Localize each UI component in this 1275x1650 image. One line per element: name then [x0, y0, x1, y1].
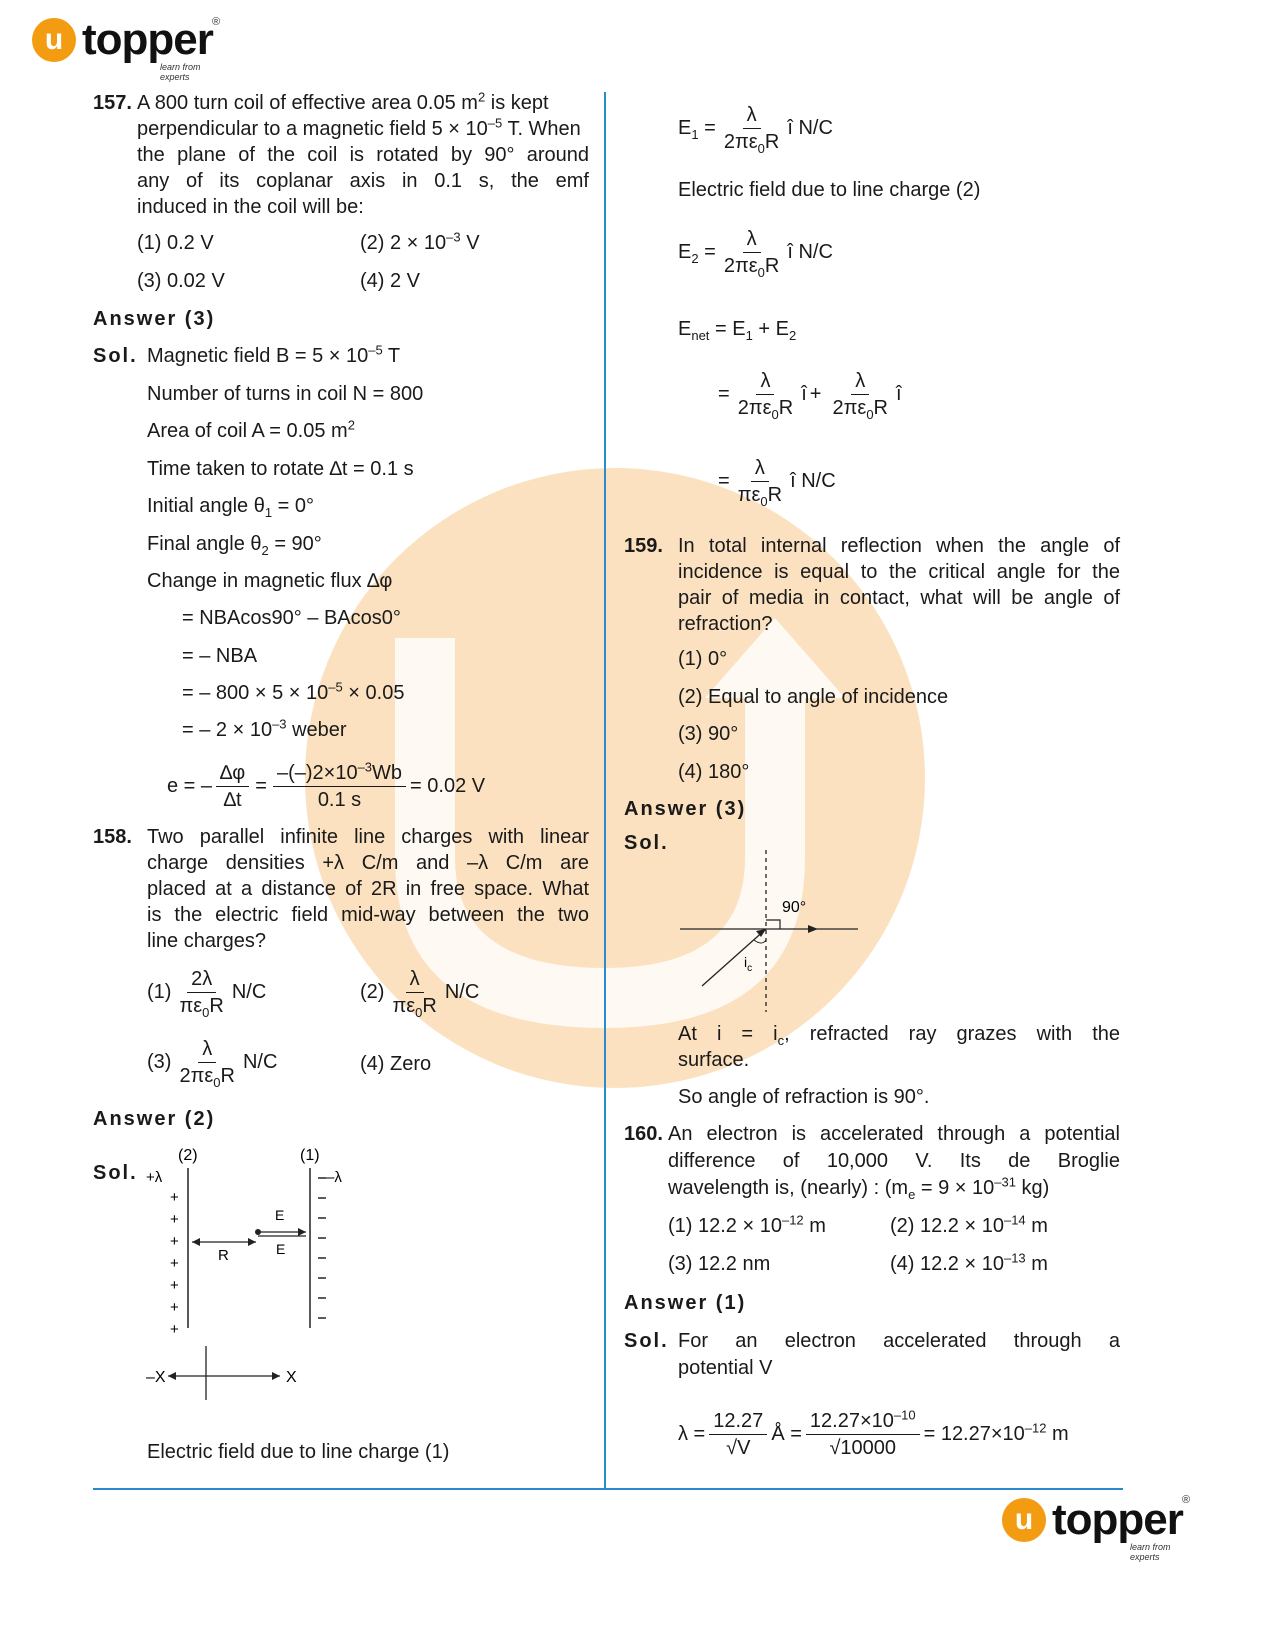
q159-sol-text: At $i = i_c$, refracted ray grazes with the surface.	[678, 1023, 1120, 1071]
svg-text:+: +	[170, 1277, 179, 1294]
q159-sol-label: Sol.	[624, 832, 669, 854]
emf-fraction-2: $\frac{-(-)2\times 10^{-3}Wb}{0.1 s}$	[273, 762, 406, 811]
q157-line1: A 800 turn coil of effective area 0.05 $m^2$ is kept	[137, 89, 549, 114]
label-r: R	[218, 1247, 229, 1264]
footer-logo[interactable]	[1002, 1494, 1191, 1562]
q157-sol-line8: = NBAcos90° – BAcos0°	[182, 607, 401, 629]
minus-signs	[318, 1178, 326, 1318]
footer-brand-tagline: learn from experts	[1130, 1542, 1171, 1562]
line-charge-2-text: Electric field due to line charge (2)	[678, 179, 981, 201]
q157-sol-line3: Area of coil A = 0.05 $m^2$	[147, 417, 355, 442]
q158-option-2[interactable]: (2) $\frac{\lambda}{\pi\varepsilon_0R}$ N/C	[360, 968, 480, 1020]
q158-option-4[interactable]: (4) Zero	[360, 1053, 432, 1075]
label-pos-x: X	[286, 1369, 297, 1386]
eq-sum: = $\frac{\lambda}{2\pi\varepsilon_0R}$ î + $\frac{\lambda}{2\pi\varepsilon_0R}$ î	[718, 370, 902, 422]
eq-enet: $E_{net} = E_1 + E_2$	[678, 318, 797, 343]
q160-option-3[interactable]: (3) 12.2 nm	[668, 1253, 771, 1275]
q159-option-4[interactable]: (4) 180°	[678, 761, 750, 783]
q157-sol-line2: Number of turns in coil N = 800	[147, 383, 424, 405]
q160-question: An electron is accelerated through a potential difference of 10,000 V. Its de Broglie wavelength is, (nearly) : ($m_e = 9 \times 10^{-31}$ kg)	[668, 1123, 1120, 1202]
label-e2: E	[276, 1241, 286, 1257]
q158-option-3[interactable]: (3) $\frac{\lambda}{2\pi\varepsilon_0R}$ N/C	[147, 1038, 278, 1090]
q157-sol-line1: Magnetic field $B = 5 \times 10^{-5}$ T	[147, 342, 401, 367]
q157-line3: the plane of the coil is rotated by 90° around	[137, 144, 589, 166]
q157-sol-line9: = – NBA	[182, 645, 258, 667]
q159-option-3[interactable]: (3) 90°	[678, 723, 739, 745]
topper-footer-logo-icon: u	[1002, 1498, 1046, 1542]
q158-question: Two parallel infinite line charges with linear charge densities +λ C/m and –λ C/m are placed at a distance of 2R in free space. What is the electric field mid-way between the two line charges?	[147, 826, 589, 952]
q157-sol-line5: Initial angle $\theta_1 = 0^\circ$	[147, 495, 315, 520]
q158-option-1[interactable]: (1) $\frac{2\lambda}{\pi\varepsilon_0R}$ N/C	[147, 968, 267, 1020]
q159-question: In total internal reflection when the angle of incidence is equal to the critical angle for the pair of media in contact, what will be angle of refraction?	[678, 535, 1120, 635]
q157-option-4[interactable]: (4) 2 V	[360, 270, 421, 292]
label-90-degree: 90°	[782, 899, 807, 916]
q157-question	[137, 90, 589, 220]
q160-number: 160.	[624, 1123, 663, 1145]
q157-option-3[interactable]: (3) 0.02 V	[137, 270, 225, 292]
registered-mark: ®	[212, 16, 221, 28]
topper-logo-icon: u	[32, 18, 76, 62]
q159-refraction-diagram	[676, 850, 866, 1015]
label-neg-x: –X	[146, 1369, 166, 1386]
brand-tagline: learn from experts	[160, 62, 201, 82]
q157-line2: perpendicular to a magnetic field $5 \times 10^{-5}$ T. When	[137, 115, 581, 140]
svg-text:+: +	[170, 1233, 179, 1250]
q157-sol-line6: Final angle $\theta_2 = 90^\circ$	[147, 533, 322, 558]
q157-line4: any of its coplanar axis in 0.1 s, the emf	[137, 170, 589, 192]
q157-sol-line7: Change in magnetic flux ∆φ	[147, 570, 393, 592]
q157-answer: Answer (3)	[93, 308, 216, 330]
q160-option-2[interactable]: (2) $12.2 \times 10^{-14}$ m	[890, 1212, 1048, 1237]
q157-sol-label: Sol.	[93, 345, 138, 367]
q158-sol-last: Electric field due to line charge (1)	[147, 1441, 450, 1463]
q158-line-charge-diagram	[140, 1140, 380, 1400]
q160-option-1[interactable]: (1) $12.2 \times 10^{-12}$ m	[668, 1212, 826, 1237]
footer-brand-name: topper	[1052, 1495, 1183, 1544]
svg-text:+: +	[170, 1321, 179, 1338]
q159-number: 159.	[624, 535, 663, 557]
q159-answer: Answer (3)	[624, 798, 747, 820]
q160-sol-text: For an electron accelerated through a potential V	[678, 1330, 1120, 1379]
label-charge-1: (1)	[300, 1147, 320, 1164]
q160-sol-label: Sol.	[624, 1330, 669, 1352]
q159-option-2[interactable]: (2) Equal to angle of incidence	[678, 686, 949, 708]
q157-sol-line10: = – $800 \times 5 \times 10^{-5} \times 0.05$	[182, 679, 405, 704]
svg-text:+: +	[170, 1189, 179, 1206]
q158-sol-label: Sol.	[93, 1162, 138, 1184]
eq-e2: $E_2$ = $\frac{\lambda}{2\pi\varepsilon_0R}$ î N/C	[678, 228, 833, 280]
svg-text:+: +	[170, 1299, 179, 1316]
q159-sol-conclusion: So angle of refraction is 90°.	[678, 1086, 930, 1108]
q158-number: 158.	[93, 826, 132, 848]
label-e1: E	[275, 1207, 285, 1223]
q160-answer: Answer (1)	[624, 1292, 747, 1314]
eq-final: = $\frac{\lambda}{\pi\varepsilon_0R}$ î N/C	[718, 457, 836, 509]
q157-number: 157.	[93, 92, 132, 114]
svg-text:+: +	[170, 1255, 179, 1272]
q157-option-2[interactable]: (2) $2 \times 10^{-3}$ V	[360, 229, 480, 254]
column-divider	[604, 92, 606, 1490]
label-ic: $i_c$	[744, 954, 753, 974]
q158-answer: Answer (2)	[93, 1108, 216, 1130]
label-minus-lambda: –λ	[326, 1169, 342, 1186]
footer-rule	[93, 1488, 1123, 1490]
q160-option-4[interactable]: (4) $12.2 \times 10^{-13}$ m	[890, 1250, 1048, 1275]
header-logo[interactable]	[32, 15, 221, 82]
brand-name: topper	[82, 15, 213, 64]
q157-emf-equation: e = – $\frac{\Delta\varphi}{\Delta t}$ = $\frac{-(-)2\times 10^{-3}Wb}{0.1 s}$ = 0.02 V	[167, 759, 486, 811]
label-plus-lambda: +λ	[146, 1169, 163, 1186]
label-charge-2: (2)	[178, 1147, 198, 1164]
plus-signs	[170, 1189, 179, 1338]
q157-line5: induced in the coil will be:	[137, 196, 364, 218]
q157-sol-line4: Time taken to rotate ∆t = 0.1 s	[147, 458, 414, 480]
emf-fraction-1: $\frac{\Delta\varphi}{\Delta t}$	[216, 762, 249, 811]
q157-option-1[interactable]: (1) 0.2 V	[137, 232, 214, 254]
q159-option-1[interactable]: (1) 0°	[678, 648, 728, 670]
footer-registered-mark: ®	[1182, 1494, 1191, 1506]
eq-e1: $E_1$ = $\frac{\lambda}{2\pi\varepsilon_0R}$ î N/C	[678, 104, 833, 156]
q160-wavelength-equation: λ = $\frac{12.27}{√V}$ Å = $\frac{12.27\times 10^{-10}}{√10000}$ = $12.27\times 10^{-12}$ m	[678, 1407, 1069, 1459]
svg-text:+: +	[170, 1211, 179, 1228]
q157-sol-line11: = – $2 \times 10^{-3}$ weber	[182, 716, 347, 741]
